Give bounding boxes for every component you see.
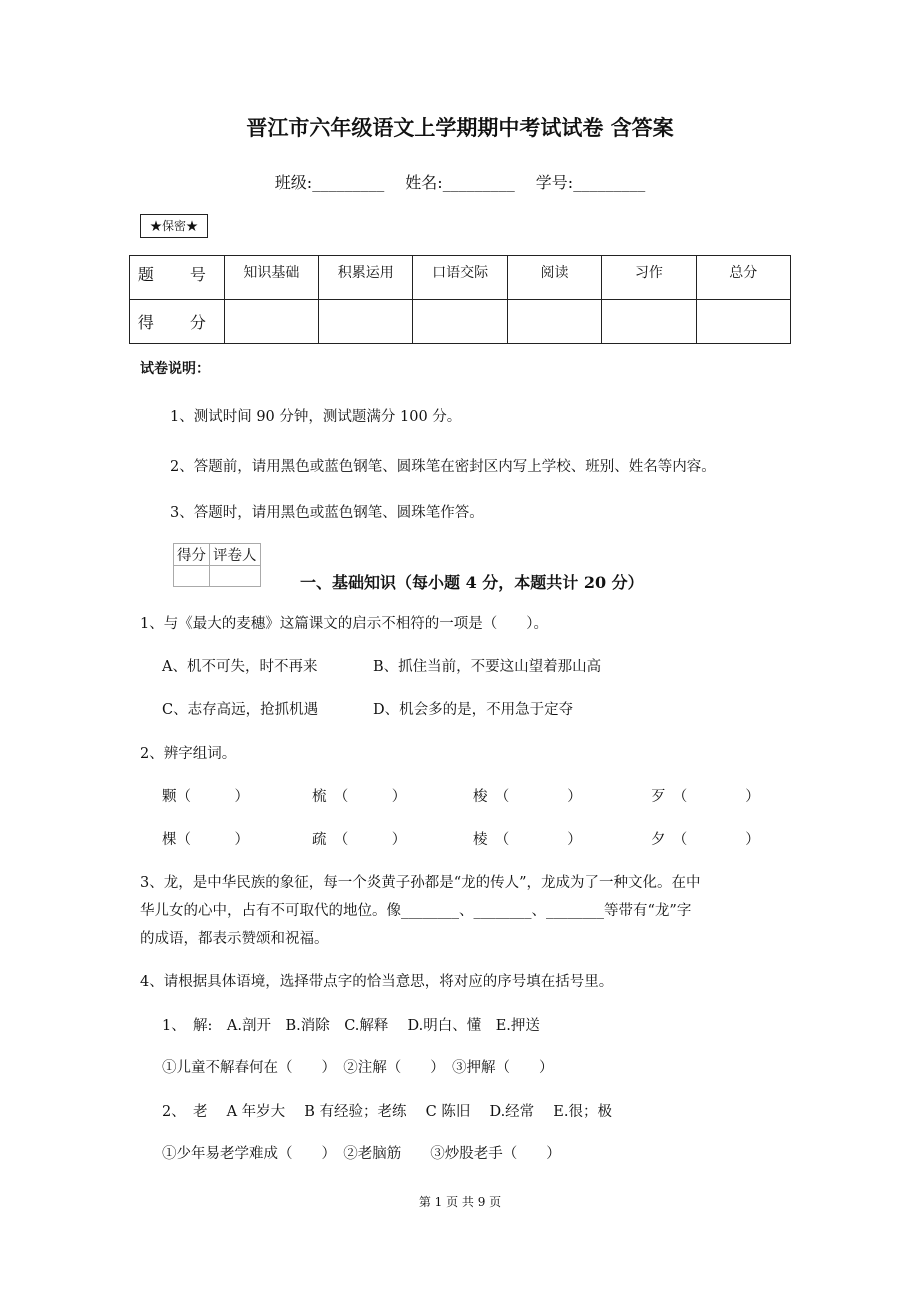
score-table [129,255,791,344]
score-row-label: 得 分 [130,300,225,344]
question-3-line: 3、龙，是中华民族的象征，每一个炎黄子孙都是“龙的传人”，龙成为了一种文化。在中 [140,875,701,891]
section-heading: 一、基础知识（每小题 4 分，本题共计 20 分） [300,573,644,592]
question-3-line: 华儿女的心中，占有不可取代的地位。像________、________、________等带有“龙”字 [140,903,692,919]
grader-reviewer-cell[interactable] [210,566,261,587]
word-item: 梳 （ ） [312,789,407,805]
instructions-title: 试卷说明： [140,361,210,377]
question-4-sub1-items: ①儿童不解春何在（ ） ②注解（ ） ③押解（ ） [162,1060,554,1076]
student-info-line [0,170,920,193]
word-item: 歹 （ ） [651,789,760,805]
word-item: 棵（ ） [162,832,249,848]
confidential-badge: ★保密★ [140,214,208,238]
score-input-cell[interactable] [602,300,696,344]
instruction-item: 2、答题前，请用黑色或蓝色钢笔、圆珠笔在密封区内写上学校、班别、姓名等内容。 [170,459,716,475]
score-header-cell: 题 号 [130,256,225,300]
word-item: 棱 （ ） [473,832,582,848]
score-input-cell[interactable] [413,300,507,344]
score-header-cell: 积累运用 [319,256,413,300]
question-4-sub2: 2、 老 A 年岁大 B 有经验；老练 C 陈旧 D.经常 E.很；极 [162,1104,612,1120]
student-id-field[interactable]: 学号:_________ [535,173,646,192]
score-input-cell[interactable] [696,300,790,344]
score-table-score-row [130,300,791,344]
option-c: C、志存高远，抢抓机遇 [162,702,319,718]
question-4-stem: 4、请根据具体语境，选择带点字的恰当意思，将对应的序号填在括号里。 [140,974,614,990]
page-title: 晋江市六年级语文上学期期中考试试卷 含答案 [246,115,674,140]
grader-box [173,543,261,587]
option-a: A、机不可失，时不再来 [162,659,318,675]
score-input-cell[interactable] [224,300,318,344]
question-2-stem: 2、辨字组词。 [140,746,237,762]
score-header-cell: 口语交际 [413,256,507,300]
score-header-cell: 知识基础 [224,256,318,300]
grader-score-cell[interactable] [174,566,210,587]
question-4-sub1: 1、 解: A.剖开 B.消除 C.解释 D.明白、懂 E.押送 [162,1018,540,1034]
word-item: 梭 （ ） [473,789,582,805]
score-header-cell: 总分 [696,256,790,300]
grader-reviewer-label: 评卷人 [210,544,261,566]
instruction-item: 1、测试时间 90 分钟，测试题满分 100 分。 [170,409,462,425]
class-field[interactable]: 班级:_________ [274,173,385,192]
score-header-cell: 习作 [602,256,696,300]
question-4-sub2-items: ①少年易老学难成（ ） ②老脑筋 ③炒股老手（ ） [162,1146,561,1162]
option-b: B、抓住当前，不要这山望着那山高 [373,659,602,675]
page-footer: 第 1 页 共 9 页 [418,1195,502,1209]
score-table-header-row [130,256,791,300]
word-item: 夕 （ ） [651,832,760,848]
name-field[interactable]: 姓名:_________ [405,173,515,192]
score-header-cell: 阅读 [507,256,601,300]
word-item: 疏 （ ） [312,832,407,848]
grader-score-label: 得分 [174,544,210,566]
instruction-item: 3、答题时，请用黑色或蓝色钢笔、圆珠笔作答。 [170,505,484,521]
score-input-cell[interactable] [507,300,601,344]
option-d: D、机会多的是，不用急于定夺 [373,702,574,718]
word-item: 颗（ ） [162,789,249,805]
question-3-line: 的成语，都表示赞颂和祝福。 [140,931,329,947]
question-1-stem: 1、与《最大的麦穗》这篇课文的启示不相符的一项是（ ）。 [140,616,548,632]
score-input-cell[interactable] [319,300,413,344]
